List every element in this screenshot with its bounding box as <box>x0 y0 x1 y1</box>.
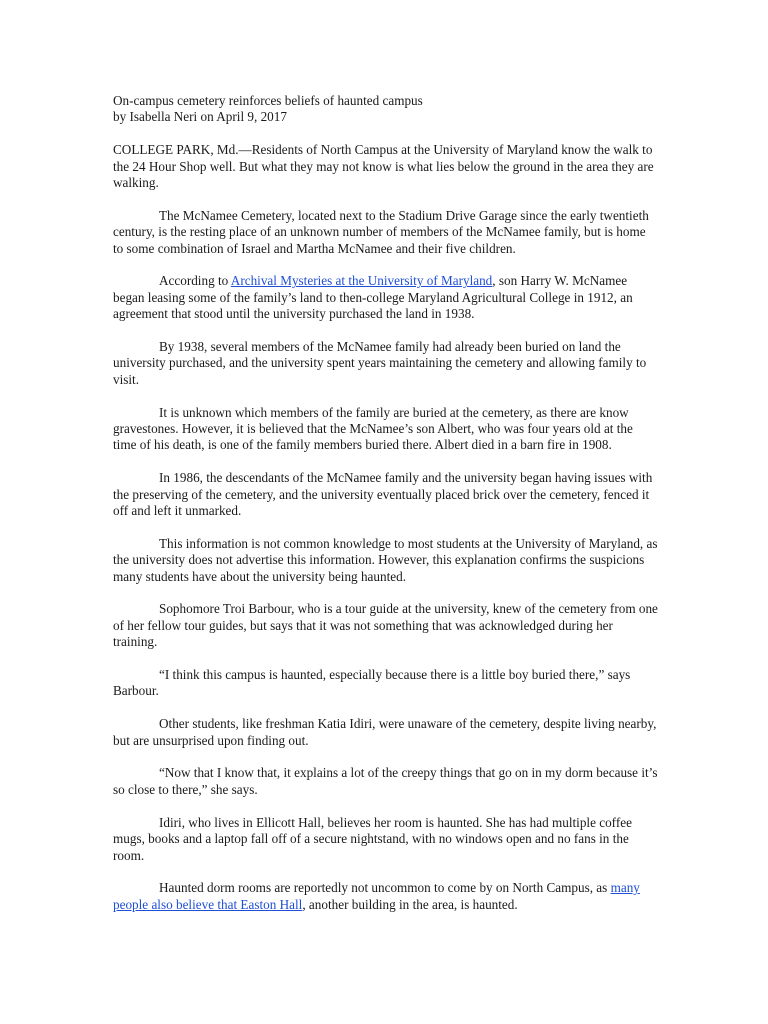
paragraph-13-rest: , another building in the area, is haunted. <box>302 896 518 912</box>
paragraph-13-lead: Haunted dorm rooms are reportedly not uncommon to come by on North Campus, as <box>159 880 611 896</box>
paragraph-4: By 1938, several members of the McNamee family had already been buried on land the university purchased, and the university spent years maintaining the cemetery and allowing family to visit. <box>113 339 647 387</box>
article-body <box>113 93 658 930</box>
paragraph-1: COLLEGE PARK, Md.—Residents of North Campus at the University of Maryland know the walk to the 24 Hour Shop well. But what they may not know is what lies below the ground in the area they are walking. <box>113 142 654 191</box>
article-title: On-campus cemetery reinforces beliefs of haunted campus <box>113 93 423 108</box>
paragraph-9: “I think this campus is haunted, especially because there is a little boy buried there,” says Barbour. <box>113 667 631 699</box>
paragraph-10: Other students, like freshman Katia Idiri, were unaware of the cemetery, despite living nearby, but are unsurprised upon finding out. <box>113 716 657 748</box>
paragraph-7: This information is not common knowledge to most students at the University of Maryland, as the university does not advertise this information. However, this explanation confirms the suspicions many students have about the university being haunted. <box>113 535 658 584</box>
paragraph-12: Idiri, who lives in Ellicott Hall, believes her room is haunted. She has had multiple coffee mugs, books and a laptop fall off of a secure nightstand, with no windows open and no fans in the room. <box>113 814 632 863</box>
paragraph-3 <box>113 273 658 322</box>
paragraph-5: It is unknown which members of the family are buried at the cemetery, as there are know gravestones. However, it is believed that the McNamee’s son Albert, who was four years old at the time of his death, is one of the family members buried there. Albert died in a barn fire in 1908. <box>113 404 633 453</box>
paragraph-13 <box>113 880 658 913</box>
paragraph-8: Sophomore Troi Barbour, who is a tour guide at the university, knew of the cemetery from one of her fellow tour guides, but says that it was not something that was acknowledged during her training. <box>113 601 658 650</box>
paragraph-6: In 1986, the descendants of the McNamee family and the university began having issues with the preserving of the cemetery, and the university eventually placed brick over the cemetery, fenced it off and left it unmarked. <box>113 470 653 519</box>
paragraph-3-rest: , son Harry W. McNamee began leasing some of the family’s land to then-college Maryland Agricultural College in 1912, an agreement that stood until the university purchased the land in 1938. <box>113 273 633 322</box>
paragraph-2: The McNamee Cemetery, located next to the Stadium Drive Garage since the early twentieth century, is the resting place of an unknown number of members of the McNamee family, but is home to some combination of Israel and Martha McNamee and their five children. <box>113 207 649 256</box>
article-byline: by Isabella Neri on April 9, 2017 <box>113 109 287 125</box>
easton-hall-link[interactable]: many people also believe that Easton Hall <box>113 880 640 912</box>
paragraph-3-lead: According to <box>159 273 231 289</box>
paragraph-11: “Now that I know that, it explains a lot of the creepy things that go on in my dorm because it’s so close to there,” she says. <box>113 765 658 797</box>
archival-mysteries-link[interactable]: Archival Mysteries at the University of Maryland <box>230 273 493 289</box>
